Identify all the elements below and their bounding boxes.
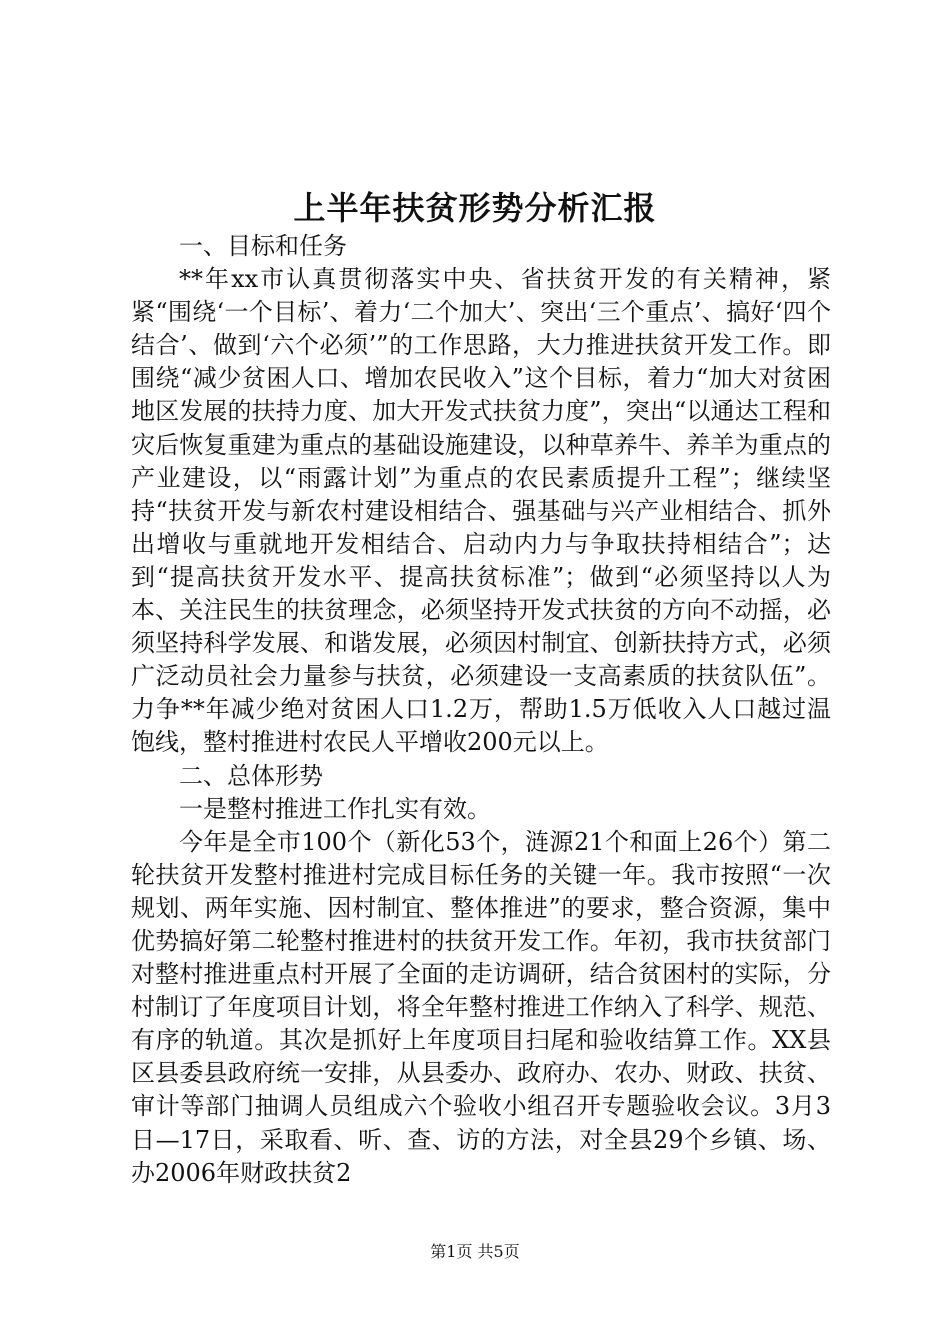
document-body xyxy=(131,230,831,1190)
body-paragraph-goals: **年xx市认真贯彻落实中央、省扶贫开发的有关精神，紧紧“围绕‘一个目标’、着力‘二个加大’、突出‘三个重点’、搞好‘四个结合’、做到‘六个必须’”的工作思路，大力推进扶贫开发工作。即围绕“减少贫困人口、增加农民收入”这个目标，着力“加大对贫困地区发展的扶持力度、加大开发式扶贫力度”，突出“以通达工程和灾后恢复重建为重点的基础设施建设，以种草养牛、养羊为重点的产业建设，以“雨露计划”为重点的农民素质提升工程”；继续坚持“扶贫开发与新农村建设相结合、强基础与兴产业相结合、抓外出增收与重就地开发相结合、启动内力与争取扶持相结合”；达到“提高扶贫开发水平、提高扶贫标准”；做到“必须坚持以人为本、关注民生的扶贫理念，必须坚持开发式扶贫的方向不动摇，必须坚持科学发展、和谐发展，必须因村制宜、创新扶持方式，必须广泛动员社会力量参与扶贫，必须建设一支高素质的扶贫队伍”。力争**年减少绝对贫困人口1.2万，帮助1.5万低收入人口越过温饱线，整村推进村农民人平增收200元以上。 xyxy=(131,265,831,757)
body-paragraph-village-progress: 今年是全市100个（新化53个，涟源21个和面上26个）第二轮扶贫开发整村推进村完成目标任务的关键一年。我市按照“一次规划、两年实施、因村制宜、整体推进”的要求，整合资源，集中优势搞好第二轮整村推进村的扶贫开发工作。年初，我市扶贫部门对整村推进重点村开展了全面的走访调研，结合贫困村的实际，分村制订了年度项目计划，将全年整村推进工作纳入了科学、规范、有序的轨道。其次是抓好上年度项目扫尾和验收结算工作。XX县区县委县政府统一安排，从县委办、政府办、农办、财政、扶贫、审计等部门抽调人员组成六个验收小组召开专题验收会议。3月3日—17日，采取看、听、查、访的方法，对全县29个乡镇、场、办2006年财政扶贫2 xyxy=(131,827,831,1187)
section-heading-situation: 二、总体形势 xyxy=(179,761,323,790)
section-heading-goals: 一、目标和任务 xyxy=(179,232,347,260)
document-title: 上半年扶贫形势分析汇报 xyxy=(293,189,657,227)
page-footer: 第1页 共5页 xyxy=(430,1242,520,1261)
subheading-village-progress: 一是整村推进工作扎实有效。 xyxy=(179,794,491,823)
